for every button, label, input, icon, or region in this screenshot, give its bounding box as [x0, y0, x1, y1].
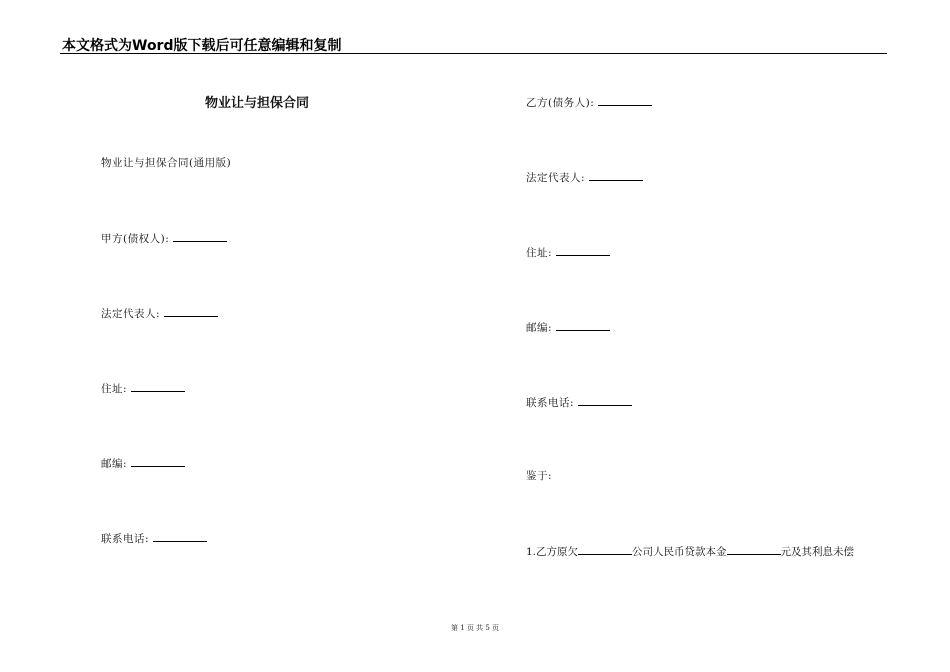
party-a-label: 甲方(债权人): — [101, 233, 170, 245]
left-legal-rep-line — [101, 305, 218, 321]
right-legal-rep-line — [526, 169, 643, 185]
left-phone-label: 联系电话: — [101, 533, 150, 545]
whereas-label: 鉴于: — [526, 470, 553, 482]
clause-1-part-b: 公司人民币贷款本金 — [632, 546, 727, 558]
right-legal-rep-label: 法定代表人: — [526, 172, 586, 184]
party-b-line — [526, 94, 652, 110]
right-phone-blank — [578, 394, 632, 406]
page-footer: 第 1 页 共 5 页 — [450, 624, 500, 632]
right-postcode-blank — [556, 319, 610, 331]
left-phone-line — [101, 530, 207, 546]
right-postcode-line — [526, 319, 610, 335]
right-phone-line — [526, 394, 632, 410]
document-title: 物业让与担保合同 — [205, 96, 310, 111]
clause-1-part-c: 元及其利息未偿 — [780, 546, 855, 558]
right-phone-label: 联系电话: — [526, 397, 575, 409]
right-address-blank — [556, 244, 610, 256]
clause-1-part-a: 1.乙方原欠 — [526, 546, 579, 558]
left-legal-rep-label: 法定代表人: — [101, 308, 161, 320]
right-address-label: 住址: — [526, 247, 553, 259]
party-a-line — [101, 230, 227, 246]
right-legal-rep-blank — [589, 169, 643, 181]
clause-1-blank-amount — [727, 543, 781, 555]
clause-1-blank-company — [578, 543, 632, 555]
clause-1-line — [526, 543, 854, 559]
left-legal-rep-blank — [164, 305, 218, 317]
party-b-blank — [598, 94, 652, 106]
left-postcode-line — [101, 455, 185, 471]
left-phone-blank — [153, 530, 207, 542]
right-postcode-label: 邮编: — [526, 322, 553, 334]
party-b-label: 乙方(债务人): — [526, 97, 595, 109]
left-address-blank — [131, 380, 185, 392]
left-address-line — [101, 380, 185, 396]
left-address-label: 住址: — [101, 383, 128, 395]
left-postcode-blank — [131, 455, 185, 467]
document-header: 本文格式为Word版下载后可任意编辑和复制 — [62, 38, 342, 54]
header-divider — [60, 53, 887, 54]
left-postcode-label: 邮编: — [101, 458, 128, 470]
party-a-blank — [173, 230, 227, 242]
right-address-line — [526, 244, 610, 260]
document-subtitle: 物业让与担保合同(通用版) — [101, 157, 232, 169]
